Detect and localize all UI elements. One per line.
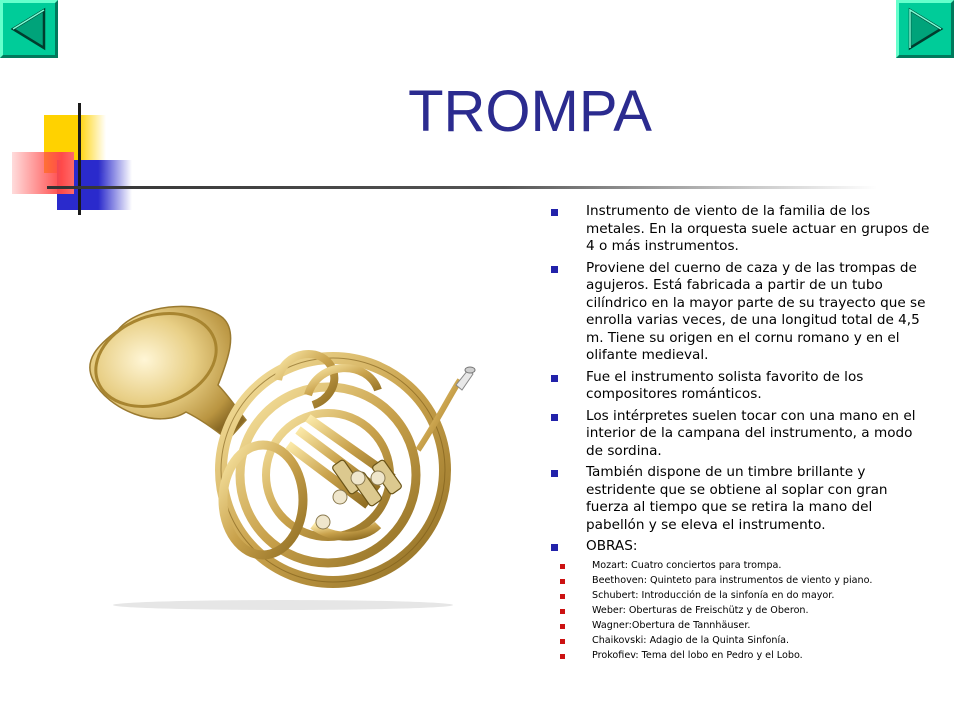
works-list (586, 560, 933, 662)
french-horn-image (78, 300, 488, 610)
works-heading: OBRAS: (586, 538, 638, 554)
work-item: Chaikovski: Adagio de la Quinta Sinfonía. (548, 635, 933, 647)
bullet-item: También dispone de un timbre brillante y estridente que se obtiene al soplar con gran fuerza al tiempo que se retira la mano del pabellón y se eleva el instrumento. (548, 464, 933, 534)
bullet-item-works (548, 538, 933, 662)
bullet-item: Proviene del cuerno de caza y de las trompas de agujeros. Está fabricada a partir de un tubo cilíndrico en la mayor parte de su trayecto que se enrolla varias veces, de una longitud total de 4,5 m. Tiene su origen en el cornu romano y en el olifante medieval. (548, 260, 933, 365)
slide-title: TROMPA (408, 79, 652, 144)
work-item: Prokofiev: Tema del lobo en Pedro y el Lobo. (548, 650, 933, 662)
bullet-item: Instrumento de viento de la familia de los metales. En la orquesta suele actuar en grupos de 4 o más instrumentos. (548, 203, 933, 256)
triangle-left-icon (3, 3, 55, 55)
triangle-right-icon (899, 3, 951, 55)
bullet-item: Fue el instrumento solista favorito de los compositores románticos. (548, 369, 933, 404)
previous-slide-button[interactable] (0, 0, 58, 58)
work-item: Beethoven: Quinteto para instrumentos de viento y piano. (548, 575, 933, 587)
work-item: Wagner:Obertura de Tannhäuser. (548, 620, 933, 632)
work-item: Mozart: Cuatro conciertos para trompa. (548, 560, 933, 572)
bullet-item: Los intérpretes suelen tocar con una mano en el interior de la campana del instrumento, a modo de sordina. (548, 408, 933, 461)
decorative-vertical-line (78, 103, 81, 215)
content-bullet-list (548, 203, 933, 666)
next-slide-button[interactable] (896, 0, 954, 58)
work-item: Schubert: Introducción de la sinfonía en do mayor. (548, 590, 933, 602)
work-item: Weber: Oberturas de Freischütz y de Oberon. (548, 605, 933, 617)
title-divider-line (47, 186, 877, 189)
